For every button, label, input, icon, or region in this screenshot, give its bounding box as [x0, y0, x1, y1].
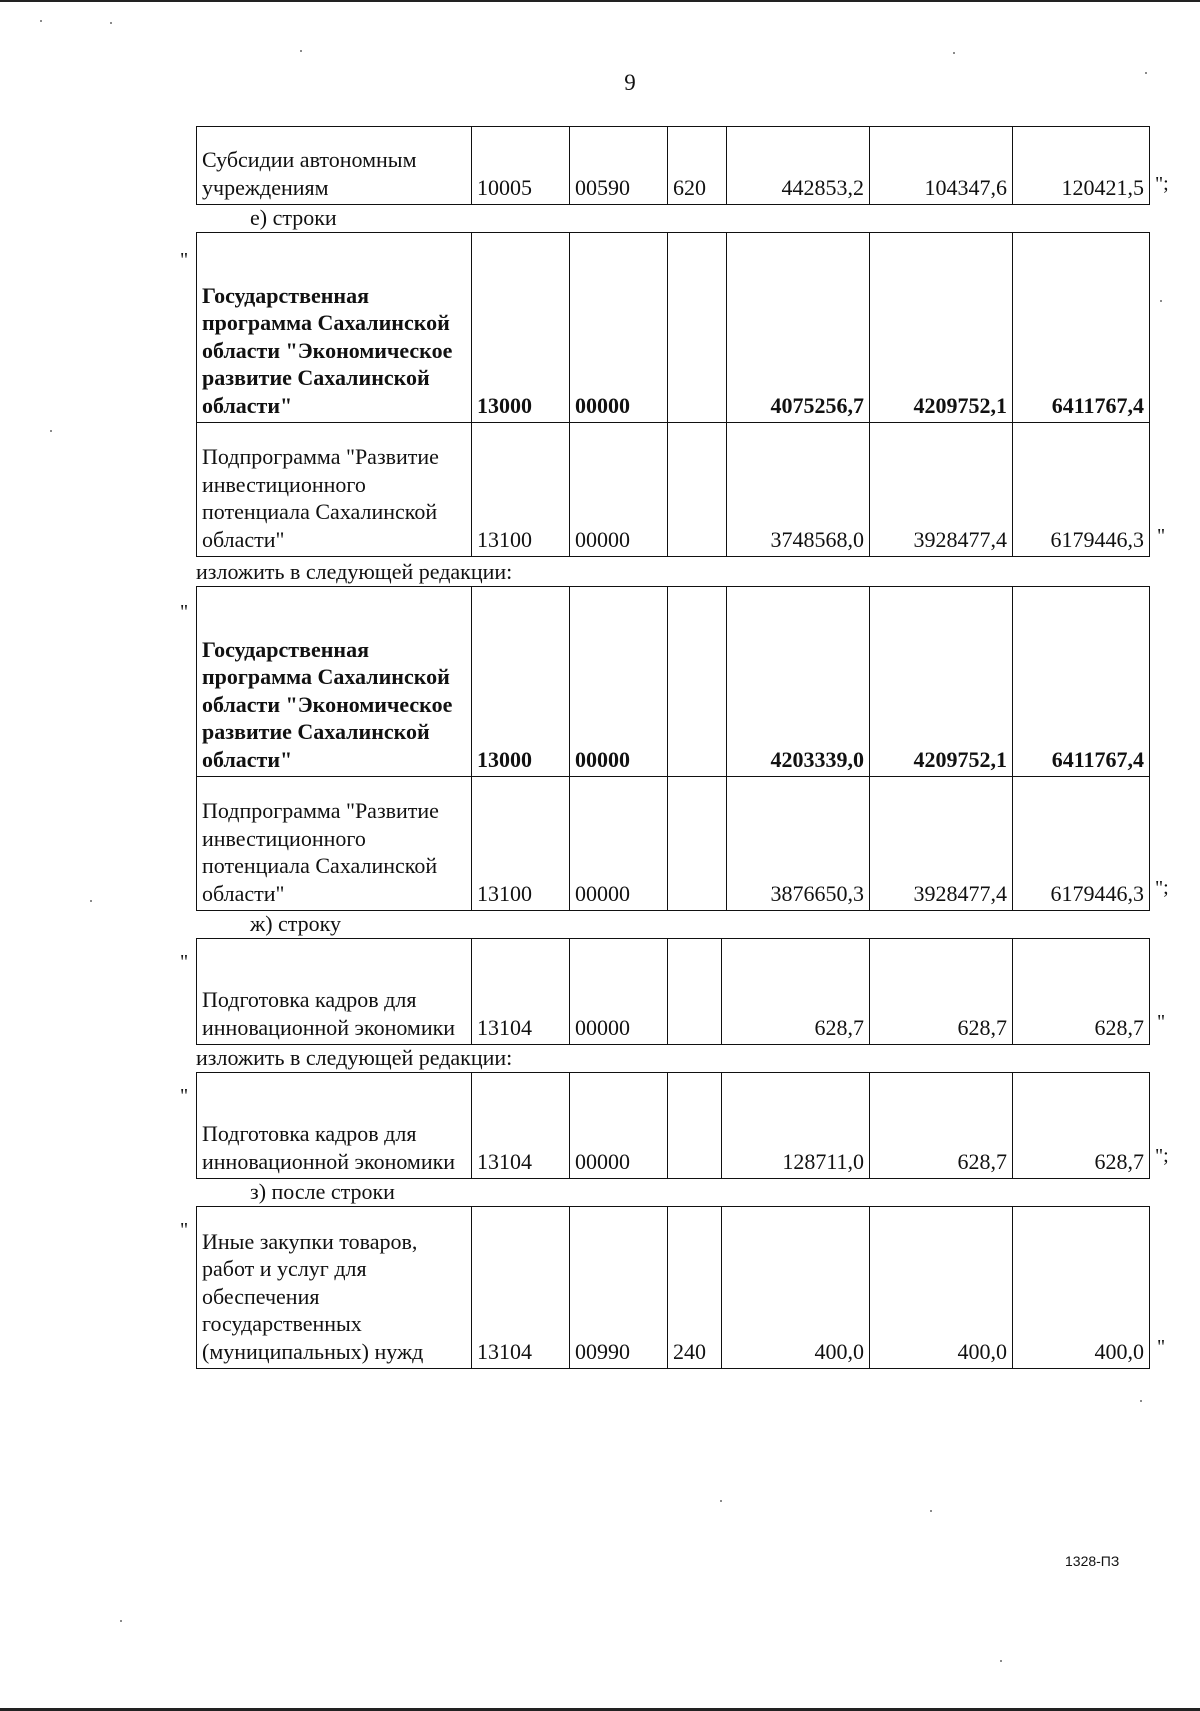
- row-code-type: [668, 939, 722, 1045]
- scan-speck: [300, 50, 302, 52]
- row-code-item: 00000: [570, 587, 668, 777]
- row-code-section: 13104: [472, 1073, 570, 1179]
- scan-speck: [953, 52, 955, 54]
- closing-quote: ";: [1155, 1145, 1169, 1167]
- row-code-section: 10005: [472, 127, 570, 205]
- row-value-1: 3876650,3: [727, 777, 870, 911]
- table-row: [197, 1073, 1150, 1179]
- row-code-section: 13000: [472, 587, 570, 777]
- row-value-3: 628,7: [1013, 939, 1150, 1045]
- row-code-item: 00990: [570, 1207, 668, 1369]
- caption-z: з) после строки: [250, 1179, 395, 1204]
- row-value-1: 128711,0: [722, 1073, 870, 1179]
- row-value-1: 628,7: [722, 939, 870, 1045]
- scan-speck: [1000, 1660, 1002, 1662]
- row-code-item: 00590: [570, 127, 668, 205]
- scan-speck: [1145, 72, 1147, 74]
- table-row: [197, 939, 1150, 1045]
- row-name: Подготовка кадров для инновационной экономики: [197, 1073, 472, 1179]
- row-value-3: 6411767,4: [1013, 233, 1150, 423]
- table-row: [197, 423, 1150, 557]
- row-name: Государственная программа Сахалинской области "Экономическое развитие Сахалинской области": [197, 587, 472, 777]
- scan-speck: [1160, 300, 1162, 302]
- table-row: [197, 777, 1150, 911]
- training-old-table: [196, 938, 1150, 1045]
- row-value-2: 4209752,1: [870, 587, 1013, 777]
- opening-quote: ": [180, 951, 189, 973]
- old-lines-table: [196, 232, 1150, 557]
- table-row: [197, 1207, 1150, 1369]
- closing-quote: ": [1157, 1336, 1166, 1358]
- row-value-1: 4203339,0: [727, 587, 870, 777]
- closing-quote: ";: [1155, 173, 1169, 195]
- subsidy-table: [196, 126, 1150, 205]
- caption-replace-1: изложить в следующей редакции:: [196, 559, 513, 584]
- row-value-2: 3928477,4: [870, 777, 1013, 911]
- closing-quote: ": [1157, 1011, 1166, 1033]
- row-code-item: 00000: [570, 423, 668, 557]
- row-code-item: 00000: [570, 939, 668, 1045]
- scan-speck: [50, 430, 52, 432]
- row-code-section: 13100: [472, 777, 570, 911]
- row-value-2: 104347,6: [870, 127, 1013, 205]
- row-value-1: 4075256,7: [727, 233, 870, 423]
- training-new-table: [196, 1072, 1150, 1179]
- scan-speck: [720, 1500, 722, 1502]
- scan-speck: [1140, 1400, 1142, 1402]
- row-value-2: 400,0: [870, 1207, 1013, 1369]
- row-code-section: 13000: [472, 233, 570, 423]
- scan-speck: [40, 20, 42, 22]
- scan-speck: [90, 900, 92, 902]
- row-value-1: 442853,2: [727, 127, 870, 205]
- caption-e: е) строки: [250, 205, 337, 230]
- row-code-section: 13104: [472, 1207, 570, 1369]
- row-code-type: [668, 233, 727, 423]
- row-code-item: 00000: [570, 233, 668, 423]
- row-name: Субсидии автономным учреждениям: [197, 127, 472, 205]
- row-code-section: 13104: [472, 939, 570, 1045]
- scan-speck: [930, 1510, 932, 1512]
- row-code-item: 00000: [570, 1073, 668, 1179]
- caption-replace-2: изложить в следующей редакции:: [196, 1045, 513, 1070]
- row-value-1: 400,0: [722, 1207, 870, 1369]
- row-code-section: 13100: [472, 423, 570, 557]
- row-value-2: 628,7: [870, 939, 1013, 1045]
- row-value-3: 120421,5: [1013, 127, 1150, 205]
- scan-speck: [110, 22, 112, 24]
- table-row: [197, 233, 1150, 423]
- page-number: 9: [624, 70, 636, 95]
- closing-quote: ": [1157, 525, 1166, 547]
- row-name: Подготовка кадров для инновационной экономики: [197, 939, 472, 1045]
- row-value-3: 400,0: [1013, 1207, 1150, 1369]
- row-value-2: 4209752,1: [870, 233, 1013, 423]
- document-code: 1328-ПЗ: [1065, 1553, 1120, 1569]
- row-code-type: 620: [668, 127, 727, 205]
- row-value-2: 628,7: [870, 1073, 1013, 1179]
- row-name: Подпрограмма "Развитие инвестиционного потенциала Сахалинской области": [197, 777, 472, 911]
- row-name: Государственная программа Сахалинской области "Экономическое развитие Сахалинской области": [197, 233, 472, 423]
- row-value-3: 628,7: [1013, 1073, 1150, 1179]
- closing-quote: ";: [1155, 877, 1169, 899]
- row-value-3: 6179446,3: [1013, 423, 1150, 557]
- opening-quote: ": [180, 1219, 189, 1241]
- row-value-3: 6179446,3: [1013, 777, 1150, 911]
- opening-quote: ": [180, 249, 189, 271]
- row-name: Иные закупки товаров, работ и услуг для обеспечения государственных (муниципальных) нужд: [197, 1207, 472, 1369]
- row-code-item: 00000: [570, 777, 668, 911]
- row-code-type: [668, 777, 727, 911]
- row-name: Подпрограмма "Развитие инвестиционного потенциала Сахалинской области": [197, 423, 472, 557]
- row-code-type: [668, 587, 727, 777]
- table-row: [197, 127, 1150, 205]
- row-value-1: 3748568,0: [727, 423, 870, 557]
- row-code-type: 240: [668, 1207, 722, 1369]
- new-lines-table: [196, 586, 1150, 911]
- row-code-type: [668, 423, 727, 557]
- caption-zh: ж) строку: [250, 911, 342, 936]
- procurement-table: [196, 1206, 1150, 1369]
- opening-quote: ": [180, 601, 189, 623]
- scan-top-edge: [0, 0, 1200, 2]
- row-value-3: 6411767,4: [1013, 587, 1150, 777]
- opening-quote: ": [180, 1085, 189, 1107]
- row-value-2: 3928477,4: [870, 423, 1013, 557]
- table-row: [197, 587, 1150, 777]
- scan-speck: [120, 1620, 122, 1622]
- row-code-type: [668, 1073, 722, 1179]
